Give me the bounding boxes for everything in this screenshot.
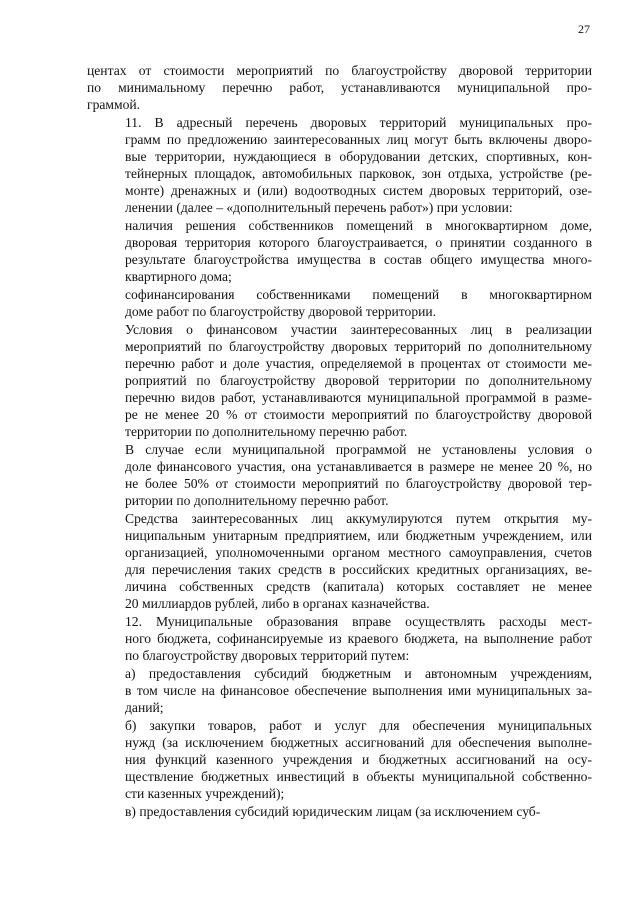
text-line: ниципальным унитарным предприятием, или бюджетным учреждением, или	[125, 528, 592, 543]
text-line: ществление бюджетных инвестиций в объекты муниципальной собственно-	[125, 769, 592, 784]
text-line: наличия решения собственников помещений в многоквартирном доме,	[125, 218, 592, 233]
text-line: 12. Муниципальные образования вправе осуществлять расходы мест-	[125, 614, 592, 629]
text-line: сти казенных учреждений);	[125, 786, 285, 801]
text-line: софинансирования собственниками помещений в многоквартирном	[125, 287, 592, 302]
text-line: территории по дополнительному перечню работ.	[125, 424, 408, 439]
page-number: 27	[578, 22, 590, 36]
text-line: Условия о финансовом участии заинтересованных лиц в реализации	[125, 322, 592, 337]
text-line: ленении (далее – «дополнительный перечень работ») при условии:	[125, 200, 513, 215]
text-line: вые территории, нуждающиеся в оборудовании детских, спортивных, кон-	[125, 149, 592, 164]
text-line: б) закупки товаров, работ и услуг для обеспечения муниципальных	[125, 718, 592, 733]
text-line: ритории по дополнительному перечню работ.	[125, 493, 389, 508]
text-line: личина собственных средств (капитала) которых составляет не менее	[125, 579, 592, 594]
text-line: В случае если муниципальной программой не установлены условия о	[125, 442, 592, 457]
text-line: организацией, уполномоченными органом местного самоуправления, счетов	[125, 545, 592, 560]
text-line: даний;	[125, 700, 164, 715]
text-line: 20 миллиардов рублей, либо в органах казначейства.	[125, 596, 430, 611]
text-line: тейнерных площадок, автомобильных парковок, зон отдыха, устройстве (ре-	[125, 166, 592, 181]
text-line: мероприятий по благоустройству дворовых территорий по дополнительному	[125, 339, 592, 354]
paragraph-p10	[87, 803, 592, 820]
text-line: ре не менее 20 % от стоимости мероприятий по благоустройству дворовой	[125, 407, 592, 422]
paragraph-p6	[87, 510, 592, 612]
text-line: центах от стоимости мероприятий по благоустройству дворовой территории	[87, 63, 592, 78]
text-line: роприятий по благоустройству дворовой территории по дополнительному	[125, 373, 592, 388]
text-line: ния функций казенного учреждения и бюджетных ассигнований на осу-	[125, 752, 592, 767]
paragraph-p3	[87, 286, 592, 320]
paragraph-p4	[87, 321, 592, 440]
paragraph-p2	[87, 217, 592, 285]
paragraph-p0	[87, 62, 592, 113]
paragraph-p8	[87, 665, 592, 716]
text-line: квартирного дома;	[125, 269, 232, 284]
paragraph-p9	[87, 717, 592, 802]
paragraph-p1	[87, 114, 592, 216]
text-line: ного бюджета, софинансируемые из краевого бюджета, на выполнение работ	[125, 631, 592, 646]
document-body	[87, 62, 592, 820]
text-line: 11. В адресный перечень дворовых территорий муниципальных про-	[125, 115, 592, 130]
text-line: по благоустройству дворовых территорий путем:	[125, 648, 410, 663]
paragraph-p5	[87, 441, 592, 509]
text-line: перечню видов работ, устанавливаются муниципальной программой в разме-	[125, 390, 592, 405]
text-line: дворовая территория которого благоустраивается, о принятии созданного в	[125, 235, 592, 250]
text-line: Средства заинтересованных лиц аккумулируются путем открытия му-	[125, 511, 592, 526]
text-line: граммой.	[87, 97, 141, 112]
text-line: нужд (за исключением бюджетных ассигнований для обеспечения выполне-	[125, 735, 592, 750]
text-line: доме работ по благоустройству дворовой территории.	[125, 304, 437, 319]
text-line: грамм по предложению заинтересованных лиц могут быть включены дворо-	[125, 132, 592, 147]
text-line: результате благоустройства имущества в состав общего имущества много-	[125, 252, 592, 267]
text-line: монте) дренажных и (или) водоотводных систем дворовых территорий, озе-	[125, 183, 592, 198]
text-line: перечню работ и доле участия, определяемой в процентах от стоимости ме-	[125, 356, 592, 371]
text-line: доле финансового участия, она устанавливается в размере не менее 20 %, но	[125, 459, 592, 474]
text-line: в) предоставления субсидий юридическим лицам (за исключением суб-	[125, 804, 541, 819]
text-line: для перечисления таких средств в российских кредитных организациях, ве-	[125, 562, 592, 577]
text-line: а) предоставления субсидий бюджетным и автономным учреждениям,	[125, 666, 592, 681]
paragraph-p7	[87, 613, 592, 664]
text-line: по минимальному перечню работ, устанавливаются муниципальной про-	[87, 80, 592, 95]
text-line: не более 50% от стоимости мероприятий по благоустройству дворовой тер-	[125, 476, 592, 491]
text-line: в том числе на финансовое обеспечение выполнения ими муниципальных за-	[125, 683, 592, 698]
